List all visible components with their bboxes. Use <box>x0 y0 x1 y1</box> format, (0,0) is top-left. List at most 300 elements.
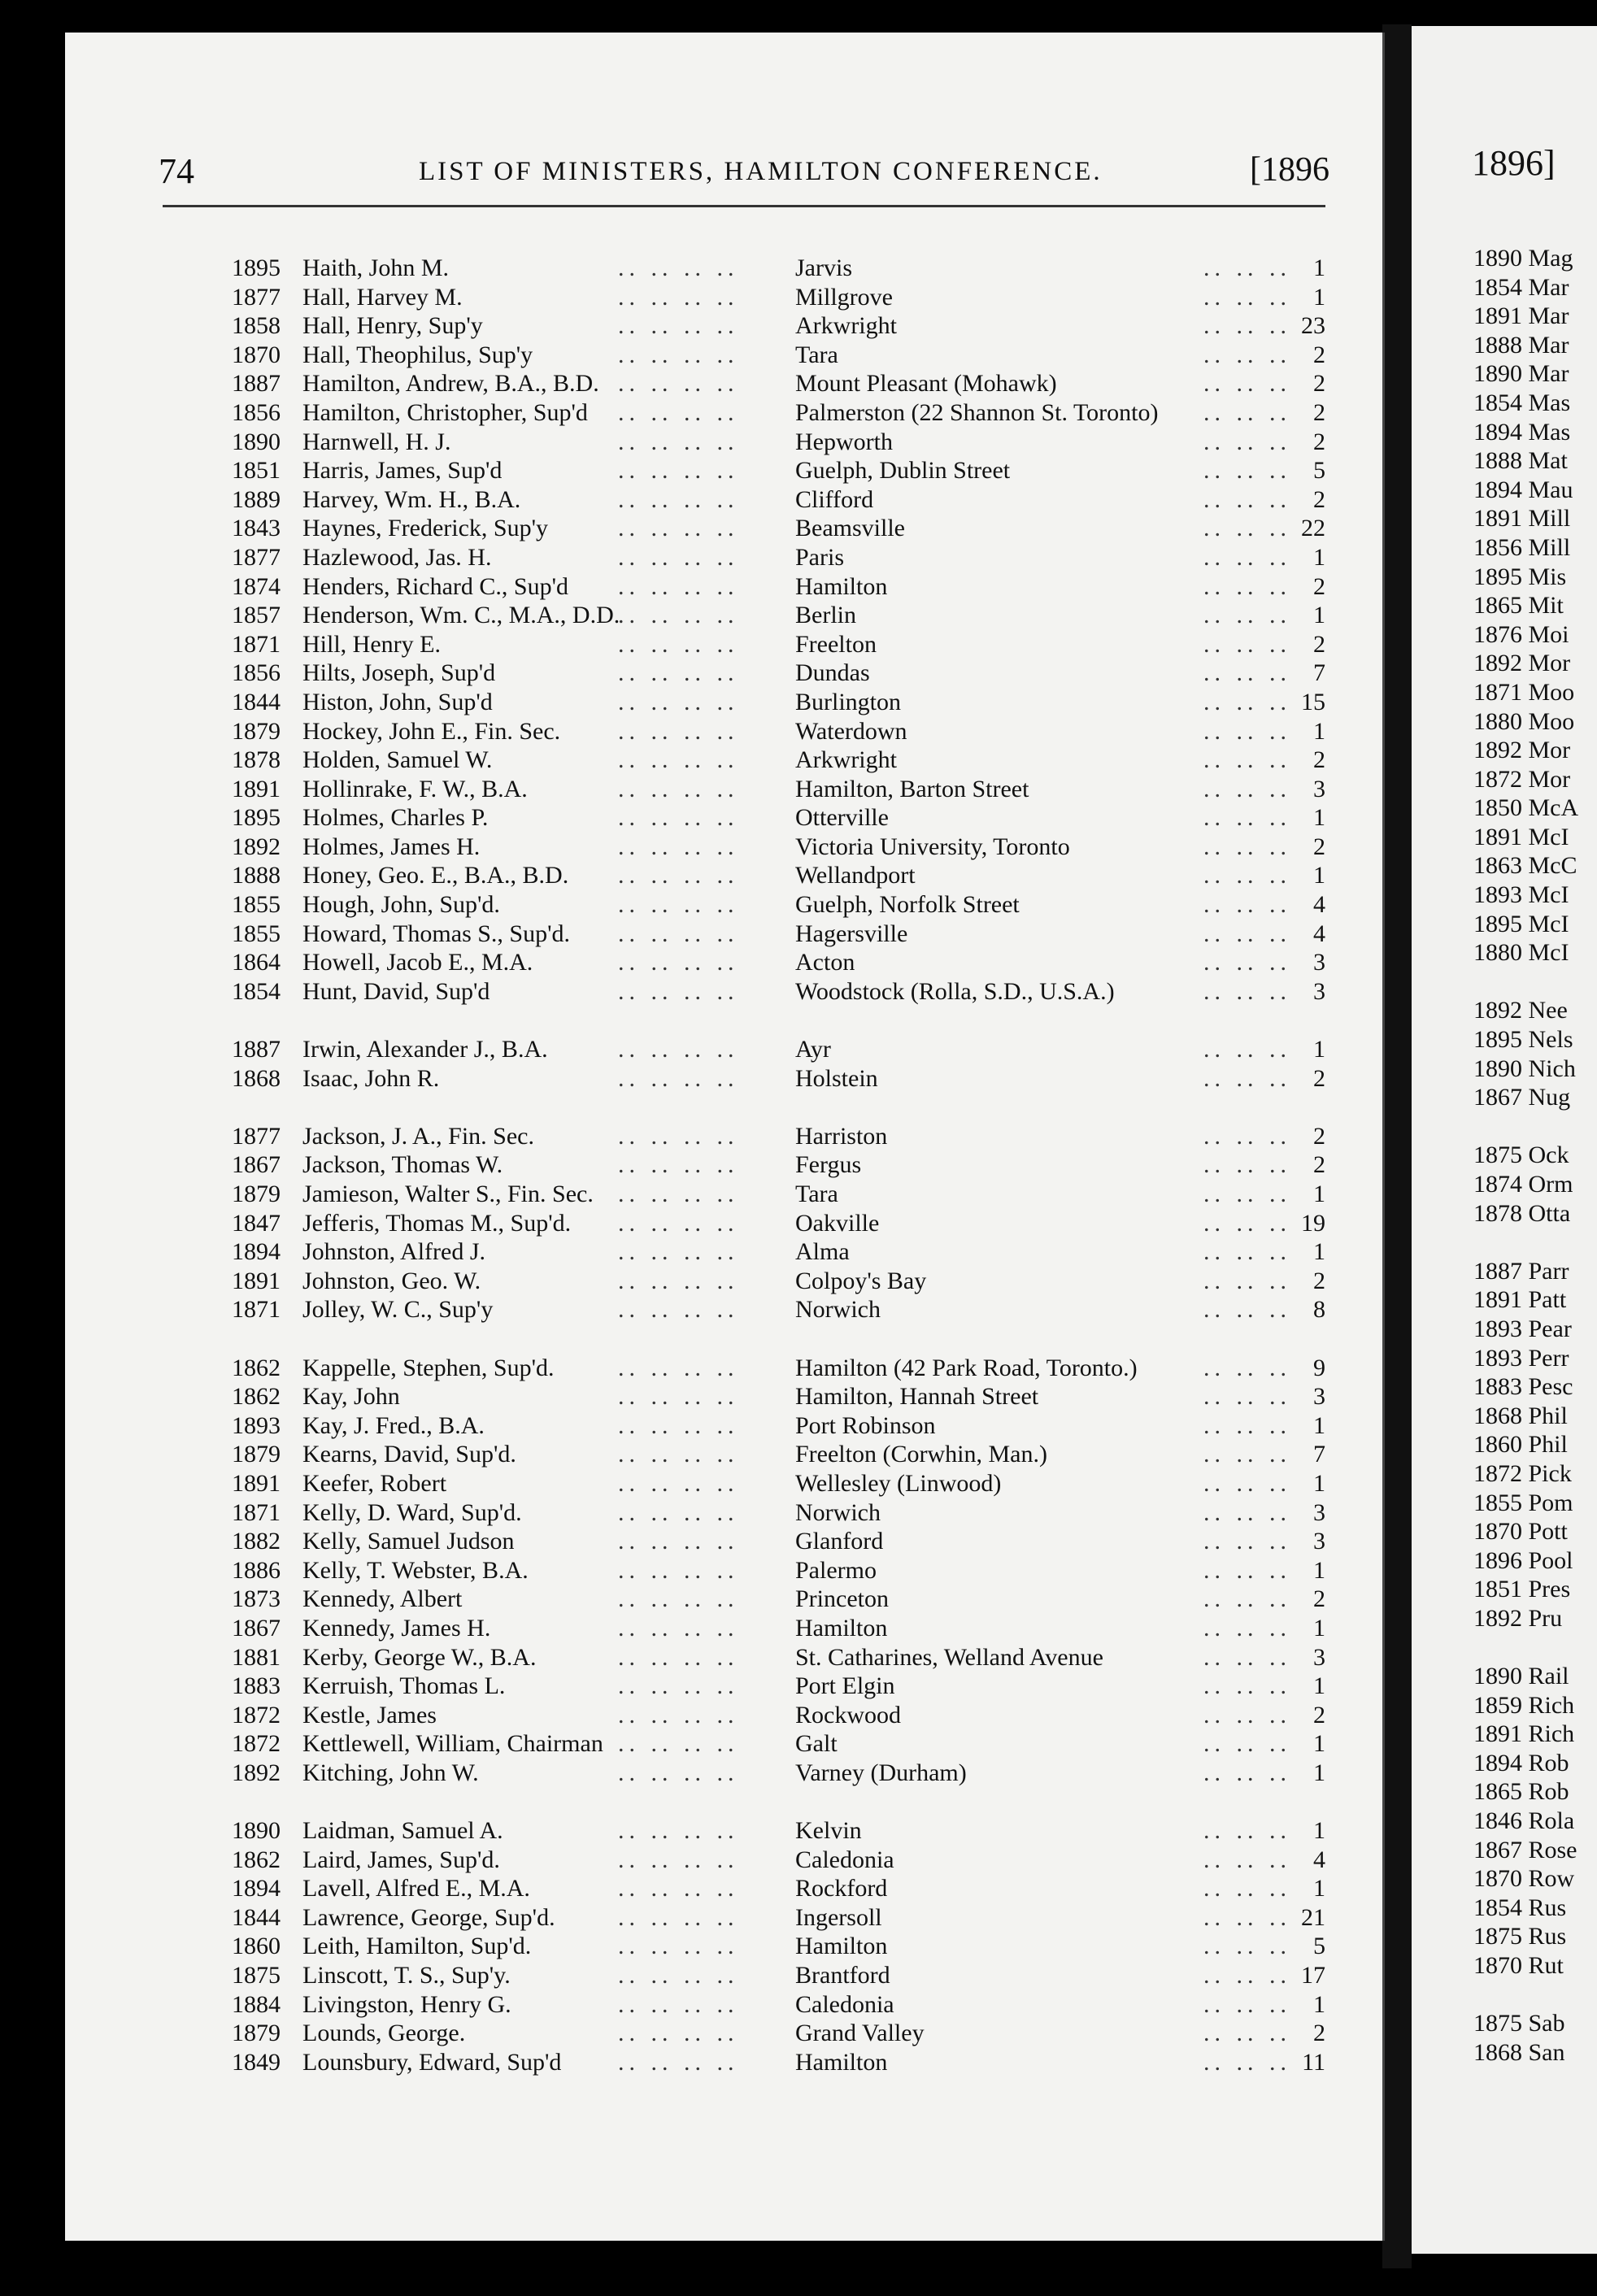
entry-year: 1895 <box>232 254 281 281</box>
leader-dots: .. .. .. <box>1203 1730 1291 1758</box>
minister-row <box>163 948 1358 977</box>
leader-dots: .. .. .. <box>1203 1498 1291 1526</box>
minister-row <box>163 1932 1358 1961</box>
minister-row <box>163 1440 1358 1469</box>
leader-dots: .. .. .. .. <box>618 891 739 919</box>
minister-name: Hall, Henry, Sup'y <box>302 312 483 340</box>
minister-name: Harnwell, H. J. <box>302 428 451 455</box>
station-name: Guelph, Norfolk Street <box>795 891 1020 919</box>
years-count: 22 <box>1301 515 1325 542</box>
station-name: Hamilton (42 Park Road, Toronto.) <box>795 1354 1138 1381</box>
entry-year: 1868 <box>232 1064 281 1092</box>
leader-dots: .. .. .. <box>1203 949 1291 976</box>
entry-year: 1862 <box>232 1354 281 1381</box>
entry-year: 1844 <box>232 688 281 715</box>
leader-dots: .. .. .. <box>1203 1151 1291 1179</box>
leader-dots: .. .. .. <box>1203 775 1291 802</box>
next-page-line: 1855 Pom <box>1473 1489 1573 1516</box>
station-name: Wellesley (Linwood) <box>795 1469 1002 1497</box>
entry-year: 1892 <box>232 1759 281 1786</box>
next-page-line: 1893 Pear <box>1473 1315 1572 1342</box>
station-name: Tara <box>795 341 838 368</box>
leader-dots: .. .. .. .. <box>618 1122 739 1150</box>
years-count: 2 <box>1313 1701 1325 1729</box>
station-name: Arkwright <box>795 746 897 774</box>
leader-dots: .. .. .. <box>1203 1846 1291 1873</box>
entry-year: 1877 <box>232 543 281 571</box>
years-count: 2 <box>1313 630 1325 658</box>
leader-dots: .. .. .. <box>1203 1643 1291 1671</box>
minister-name: Histon, John, Sup'd <box>302 688 493 715</box>
next-page-line: 1876 Moi <box>1473 620 1569 648</box>
leader-dots: .. .. .. .. <box>618 1933 739 1960</box>
leader-dots: .. .. .. .. <box>618 283 739 311</box>
minister-name: Lawrence, George, Sup'd. <box>302 1903 555 1931</box>
leader-dots: .. .. .. <box>1203 717 1291 745</box>
station-name: Hagersville <box>795 920 908 947</box>
next-page-line: 1880 Moo <box>1473 707 1575 735</box>
years-count: 2 <box>1313 370 1325 398</box>
entry-year: 1855 <box>232 891 281 919</box>
minister-name: Hollinrake, F. W., B.A. <box>302 775 528 802</box>
leader-dots: .. .. .. .. <box>618 1354 739 1381</box>
entry-year: 1877 <box>232 1122 281 1150</box>
minister-name: Kappelle, Stephen, Sup'd. <box>302 1354 555 1381</box>
minister-row <box>163 1759 1358 1788</box>
minister-row <box>163 1469 1358 1498</box>
station-name: Hamilton <box>795 1614 888 1642</box>
leader-dots: .. .. .. .. <box>618 1962 739 1989</box>
minister-name: Keefer, Robert <box>302 1469 447 1497</box>
leader-dots: .. .. .. .. <box>618 1990 739 2018</box>
leader-dots: .. .. .. <box>1203 1122 1291 1150</box>
leader-dots: .. .. .. <box>1203 833 1291 860</box>
years-count: 4 <box>1313 891 1325 919</box>
leader-dots: .. .. .. <box>1203 283 1291 311</box>
entry-year: 1882 <box>232 1528 281 1555</box>
leader-dots: .. .. .. .. <box>618 1267 739 1294</box>
station-name: Varney (Durham) <box>795 1759 967 1786</box>
leader-dots: .. .. .. .. <box>618 1064 739 1092</box>
station-name: Dundas <box>795 659 870 687</box>
station-name: Oakville <box>795 1209 880 1237</box>
minister-row <box>163 311 1358 341</box>
entry-year: 1879 <box>232 2020 281 2047</box>
minister-name: Livingston, Henry G. <box>302 1990 511 2018</box>
years-count: 2 <box>1313 1151 1325 1179</box>
leader-dots: .. .. .. <box>1203 1238 1291 1266</box>
leader-dots: .. .. .. <box>1203 804 1291 832</box>
station-name: Brantford <box>795 1962 890 1989</box>
entry-year: 1887 <box>232 1036 281 1063</box>
minister-row <box>163 1237 1358 1267</box>
next-page-line: 1868 Phil <box>1473 1402 1568 1429</box>
minister-name: Johnston, Geo. W. <box>302 1267 481 1294</box>
minister-row <box>163 1990 1358 2020</box>
next-page-line: 1896 Pool <box>1473 1546 1573 1574</box>
minister-row <box>163 398 1358 428</box>
leader-dots: .. .. .. .. <box>618 428 739 455</box>
minister-row <box>163 1498 1358 1528</box>
minister-name: Lounsbury, Edward, Sup'd <box>302 2048 562 2076</box>
minister-row <box>163 1122 1358 1151</box>
minister-name: Harris, James, Sup'd <box>302 457 503 485</box>
station-name: Hamilton, Barton Street <box>795 775 1029 802</box>
next-page-line: 1894 Mau <box>1473 476 1573 503</box>
next-page-line: 1872 Mor <box>1473 765 1571 793</box>
station-name: Freelton <box>795 630 877 658</box>
leader-dots: .. .. .. <box>1203 630 1291 658</box>
years-count: 2 <box>1313 485 1325 513</box>
station-name: Victoria University, Toronto <box>795 833 1070 860</box>
next-page-line: 1892 Mor <box>1473 737 1571 764</box>
station-name: Port Elgin <box>795 1672 895 1700</box>
station-name: Alma <box>795 1238 850 1266</box>
section-gap <box>163 1006 1358 1035</box>
entry-year: 1894 <box>232 1238 281 1266</box>
next-page-line: 1868 San <box>1473 2038 1565 2066</box>
entry-year: 1849 <box>232 2048 281 2076</box>
entry-year: 1889 <box>232 485 281 513</box>
minister-name: Hall, Harvey M. <box>302 283 463 311</box>
next-page-line <box>1473 968 1578 997</box>
years-count: 7 <box>1313 659 1325 687</box>
minister-row <box>163 1209 1358 1238</box>
minister-row <box>163 254 1358 283</box>
years-count: 1 <box>1313 1181 1325 1207</box>
leader-dots: .. .. .. .. <box>618 775 739 802</box>
next-page-line: 1863 McC <box>1473 852 1577 880</box>
header-rule <box>163 205 1325 207</box>
minister-name: Jackson, Thomas W. <box>302 1151 503 1179</box>
minister-name: Jolley, W. C., Sup'y <box>302 1296 494 1324</box>
years-count: 1 <box>1313 543 1325 571</box>
entry-year: 1883 <box>232 1672 281 1700</box>
minister-name: Jackson, J. A., Fin. Sec. <box>302 1122 534 1150</box>
leader-dots: .. .. .. .. <box>618 2020 739 2047</box>
leader-dots: .. .. .. <box>1203 659 1291 687</box>
next-page-line: 1856 Mill <box>1473 533 1571 561</box>
next-page-line: 1846 Rola <box>1473 1807 1575 1835</box>
years-count: 4 <box>1313 920 1325 947</box>
leader-dots: .. .. .. <box>1203 1585 1291 1613</box>
station-name: Burlington <box>795 688 902 715</box>
station-name: Berlin <box>795 602 856 629</box>
minister-name: Hall, Theophilus, Sup'y <box>302 341 533 368</box>
entry-year: 1867 <box>232 1151 281 1179</box>
leader-dots: .. .. .. .. <box>618 485 739 513</box>
minister-row <box>163 1180 1358 1209</box>
minister-name: Hilts, Joseph, Sup'd <box>302 659 496 687</box>
entry-year: 1857 <box>232 602 281 629</box>
leader-dots: .. .. .. <box>1203 2048 1291 2076</box>
entry-year: 1877 <box>232 283 281 311</box>
leader-dots: .. .. .. .. <box>618 457 739 485</box>
leader-dots: .. .. .. .. <box>618 1151 739 1179</box>
leader-dots: .. .. .. .. <box>618 1585 739 1613</box>
years-count: 2 <box>1313 746 1325 774</box>
station-name: Clifford <box>795 485 874 513</box>
years-count: 3 <box>1313 1498 1325 1526</box>
next-page-line: 1895 McI <box>1473 910 1569 937</box>
minister-name: Haynes, Frederick, Sup'y <box>302 515 549 542</box>
minister-row <box>163 1267 1358 1296</box>
leader-dots: .. .. .. <box>1203 1209 1291 1237</box>
next-page-line <box>1473 1633 1578 1663</box>
leader-dots: .. .. .. .. <box>618 1441 739 1468</box>
station-name: Colpoy's Bay <box>795 1267 927 1294</box>
minister-row <box>163 659 1358 688</box>
next-page-line: 1870 Pott <box>1473 1518 1568 1546</box>
years-count: 1 <box>1313 862 1325 889</box>
leader-dots: .. .. .. <box>1203 543 1291 571</box>
entry-year: 1881 <box>232 1643 281 1671</box>
leader-dots: .. .. .. .. <box>618 1614 739 1642</box>
entry-year: 1894 <box>232 1875 281 1902</box>
years-count: 1 <box>1313 1817 1325 1845</box>
years-count: 3 <box>1313 977 1325 1005</box>
minister-row <box>163 1672 1358 1701</box>
next-page-line: 1850 McA <box>1473 794 1579 822</box>
leader-dots: .. .. .. .. <box>618 1209 739 1237</box>
minister-name: Kennedy, Albert <box>302 1585 463 1613</box>
leader-dots: .. .. .. <box>1203 485 1291 513</box>
minister-row <box>163 1874 1358 1903</box>
station-name: Caledonia <box>795 1990 894 2018</box>
leader-dots: .. .. .. .. <box>618 254 739 281</box>
leader-dots: .. .. .. .. <box>618 341 739 368</box>
leader-dots: .. .. .. .. <box>618 833 739 860</box>
years-count: 1 <box>1313 254 1325 281</box>
entry-year: 1870 <box>232 341 281 368</box>
entry-year: 1873 <box>232 1585 281 1613</box>
years-count: 3 <box>1313 949 1325 976</box>
next-page-line: 1851 Pres <box>1473 1576 1571 1603</box>
years-count: 4 <box>1313 1846 1325 1873</box>
leader-dots: .. .. .. .. <box>618 746 739 774</box>
minister-name: Kerby, George W., B.A. <box>302 1643 537 1671</box>
minister-name: Kay, John <box>302 1383 400 1411</box>
years-count: 1 <box>1313 1730 1325 1758</box>
minister-row <box>163 2048 1358 2077</box>
next-page-line: 1867 Nug <box>1473 1084 1571 1111</box>
minister-name: Honey, Geo. E., B.A., B.D. <box>302 862 569 889</box>
minister-name: Lavell, Alfred E., M.A. <box>302 1875 530 1902</box>
station-name: Norwich <box>795 1498 881 1526</box>
minister-row <box>163 1585 1358 1614</box>
leader-dots: .. .. .. <box>1203 428 1291 455</box>
station-name: Holstein <box>795 1064 878 1092</box>
minister-name: Leith, Hamilton, Sup'd. <box>302 1933 532 1960</box>
leader-dots: .. .. .. <box>1203 1875 1291 1902</box>
years-count: 1 <box>1313 1469 1325 1497</box>
entry-year: 1878 <box>232 746 281 774</box>
minister-name: Hockey, John E., Fin. Sec. <box>302 717 561 745</box>
leader-dots: .. .. .. <box>1203 977 1291 1005</box>
minister-row <box>163 369 1358 398</box>
leader-dots: .. .. .. <box>1203 1296 1291 1324</box>
leader-dots: .. .. .. <box>1203 920 1291 947</box>
leader-dots: .. .. .. .. <box>618 659 739 687</box>
years-count: 23 <box>1301 312 1325 340</box>
leader-dots: .. .. .. .. <box>618 1411 739 1439</box>
station-name: Arkwright <box>795 312 897 340</box>
entry-year: 1843 <box>232 515 281 542</box>
years-count: 5 <box>1313 457 1325 485</box>
minister-row <box>163 1816 1358 1846</box>
minister-name: Lounds, George. <box>302 2020 466 2047</box>
next-page-line <box>1473 1112 1578 1141</box>
years-count: 5 <box>1313 1933 1325 1960</box>
station-name: St. Catharines, Welland Avenue <box>795 1643 1103 1671</box>
next-page-line: 1891 Rich <box>1473 1720 1575 1748</box>
next-page-line: 1891 Mill <box>1473 505 1571 533</box>
entry-year: 1858 <box>232 312 281 340</box>
leader-dots: .. .. .. <box>1203 1441 1291 1468</box>
minister-name: Isaac, John R. <box>302 1064 440 1092</box>
entry-year: 1890 <box>232 1817 281 1845</box>
leader-dots: .. .. .. <box>1203 572 1291 600</box>
next-page-line: 1854 Mar <box>1473 273 1569 301</box>
station-name: Paris <box>795 543 844 571</box>
next-page-line: 1894 Rob <box>1473 1749 1569 1776</box>
leader-dots: .. .. .. <box>1203 891 1291 919</box>
leader-dots: .. .. .. <box>1203 602 1291 629</box>
next-page-line: 1875 Sab <box>1473 2010 1565 2037</box>
years-count: 3 <box>1313 775 1325 802</box>
leader-dots: .. .. .. <box>1203 862 1291 889</box>
years-count: 2 <box>1313 398 1325 426</box>
entry-year: 1879 <box>232 1181 281 1207</box>
years-count: 15 <box>1301 688 1325 715</box>
leader-dots: .. .. .. <box>1203 1064 1291 1092</box>
leader-dots: .. .. .. <box>1203 254 1291 281</box>
leader-dots: .. .. .. <box>1203 1267 1291 1294</box>
leader-dots: .. .. .. <box>1203 746 1291 774</box>
station-name: Millgrove <box>795 283 893 311</box>
station-name: Glanford <box>795 1528 884 1555</box>
next-page-line: 1865 Rob <box>1473 1778 1569 1806</box>
station-name: Tara <box>795 1181 838 1207</box>
next-page-line: 1890 Mag <box>1473 245 1573 272</box>
minister-row <box>163 1354 1358 1383</box>
years-count: 3 <box>1313 1383 1325 1411</box>
page-number: 74 <box>159 151 194 191</box>
minister-row <box>163 1150 1358 1180</box>
station-name: Galt <box>795 1730 838 1758</box>
years-count: 1 <box>1313 1238 1325 1266</box>
leader-dots: .. .. .. <box>1203 1411 1291 1439</box>
next-page-line: 1891 McI <box>1473 823 1569 850</box>
leader-dots: .. .. .. <box>1203 341 1291 368</box>
leader-dots: .. .. .. <box>1203 1181 1291 1207</box>
station-name: Beamsville <box>795 515 905 542</box>
station-name: Norwich <box>795 1296 881 1324</box>
leader-dots: .. .. .. .. <box>618 1875 739 1902</box>
next-page-line: 1875 Rus <box>1473 1923 1567 1950</box>
minister-name: Holden, Samuel W. <box>302 746 493 774</box>
station-name: Palmerston (22 Shannon St. Toronto) <box>795 398 1159 426</box>
station-name: Otterville <box>795 804 889 832</box>
leader-dots: .. .. .. .. <box>618 543 739 571</box>
minister-row <box>163 456 1358 485</box>
station-name: Jarvis <box>795 254 852 281</box>
station-name: Grand Valley <box>795 2020 925 2047</box>
leader-dots: .. .. .. <box>1203 1672 1291 1700</box>
next-page-line: 1854 Mas <box>1473 389 1571 416</box>
next-page-line: 1888 Mar <box>1473 331 1569 359</box>
section-gap <box>163 1324 1358 1354</box>
station-name: Princeton <box>795 1585 889 1613</box>
minister-row <box>163 572 1358 602</box>
years-count: 1 <box>1313 283 1325 311</box>
entry-year: 1856 <box>232 659 281 687</box>
minister-name: Hamilton, Andrew, B.A., B.D. <box>302 370 599 398</box>
next-page-list <box>1473 244 1578 2067</box>
leader-dots: .. .. .. .. <box>618 1296 739 1324</box>
station-name: Ingersoll <box>795 1903 882 1931</box>
minister-name: Linscott, T. S., Sup'y. <box>302 1962 511 1989</box>
leader-dots: .. .. .. .. <box>618 717 739 745</box>
years-count: 1 <box>1313 1759 1325 1786</box>
minister-row <box>163 1411 1358 1441</box>
leader-dots: .. .. .. .. <box>618 1238 739 1266</box>
minister-row <box>163 775 1358 804</box>
station-name: Fergus <box>795 1151 862 1179</box>
next-page-line: 1883 Pesc <box>1473 1373 1573 1401</box>
leader-dots: .. .. .. .. <box>618 398 739 426</box>
years-count: 1 <box>1313 1614 1325 1642</box>
minister-row <box>163 688 1358 717</box>
leader-dots: .. .. .. .. <box>618 1759 739 1786</box>
minister-row <box>163 1846 1358 1875</box>
next-page-line: 1893 McI <box>1473 881 1569 909</box>
minister-row <box>163 543 1358 572</box>
entry-year: 1856 <box>232 398 281 426</box>
minister-name: Hunt, David, Sup'd <box>302 977 490 1005</box>
next-page-line: 1894 Mas <box>1473 418 1571 446</box>
leader-dots: .. .. .. .. <box>618 920 739 947</box>
leader-dots: .. .. .. .. <box>618 2048 739 2076</box>
minister-row <box>163 717 1358 746</box>
leader-dots: .. .. .. <box>1203 1528 1291 1555</box>
next-page-line: 1870 Rut <box>1473 1952 1564 1980</box>
station-name: Palermo <box>795 1556 877 1584</box>
minister-name: Henders, Richard C., Sup'd <box>302 572 569 600</box>
entry-year: 1864 <box>232 949 281 976</box>
years-count: 11 <box>1302 2048 1325 2076</box>
minister-row <box>163 861 1358 890</box>
entry-year: 1872 <box>232 1701 281 1729</box>
next-page-line <box>1473 1228 1578 1257</box>
years-count: 2 <box>1313 833 1325 860</box>
entry-year: 1891 <box>232 1469 281 1497</box>
minister-name: Henderson, Wm. C., M.A., D.D. <box>302 602 620 629</box>
next-page-line: 1878 Otta <box>1473 1199 1571 1227</box>
entry-year: 1884 <box>232 1990 281 2018</box>
minister-name: Laird, James, Sup'd. <box>302 1846 500 1873</box>
leader-dots: .. .. .. .. <box>618 1528 739 1555</box>
minister-row <box>163 1527 1358 1556</box>
leader-dots: .. .. .. .. <box>618 949 739 976</box>
minister-name: Kitching, John W. <box>302 1759 479 1786</box>
station-name: Waterdown <box>795 717 907 745</box>
leader-dots: .. .. .. <box>1203 1614 1291 1642</box>
leader-dots: .. .. .. <box>1203 1556 1291 1584</box>
minister-row <box>163 977 1358 1007</box>
years-count: 2 <box>1313 1122 1325 1150</box>
minister-name: Kennedy, James H. <box>302 1614 491 1642</box>
